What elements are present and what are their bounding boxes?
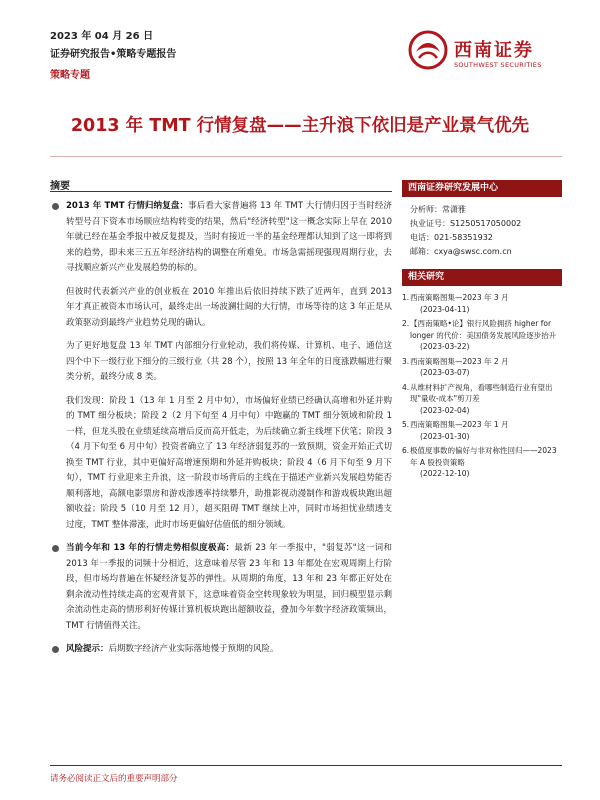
analyst-name: 常潇雅 bbox=[442, 205, 466, 214]
paragraph-lead: 风险提示： bbox=[66, 644, 109, 654]
phone-label: 电话： bbox=[410, 233, 434, 242]
analyst-info bbox=[402, 197, 562, 259]
related-item-title: 从维材料扩产视角，看哪些制造行业有望出现"量收-成本"剪刀差 bbox=[410, 382, 553, 403]
related-item-date: (2023-02-04) bbox=[420, 405, 470, 415]
logo-name-en: SOUTHWEST SECURITIES bbox=[454, 61, 542, 69]
summary-paragraph bbox=[50, 339, 392, 386]
summary-paragraph bbox=[50, 285, 392, 332]
related-item-date: (2023-01-30) bbox=[420, 431, 470, 441]
related-item-title: 西南策略图集—2023 年 2 月 bbox=[410, 356, 509, 366]
paragraph-text: 后期数字经济产业实际落地慢于预期的风险。 bbox=[108, 644, 279, 654]
report-subtype: 策略专题 bbox=[50, 70, 90, 81]
paragraph-text: 我们发现：阶段 1（13 年 1 月至 2 月中旬），市场偏好业绩已经确认高增和外延并购的 TMT 细分板块；阶段 2（2 月下旬至 4 月中旬）中跑赢的 TMT 细分领域和阶段 1 一样，但龙头股在业绩延续高增后反而高开低走，为后续确立新主线埋下伏笔；阶段 3（4 月下旬至 6 月中旬）投资者确立了 13 年经济弱复苏的一致预期，资金开始正式切换至 TMT 行业，其中更偏好高增速预期和外延并购板块；阶段 4（6 月下旬至 9 月下旬），TMT 行业迎来主升浪，这一阶段市场背后的主线在于描述产业新兴发展趋势能否顺利落地，高额电影票房和游戏渗透率持续攀升，助推影视动漫制作和游戏板块跑出超额收益；阶段 5（10 月至 12 月），超买阻碍 TMT 继续上冲，同时市场担忧业绩透支过度，TMT 整体滞涨，此时市场更偏好估值低的细分领域。 bbox=[66, 395, 392, 530]
institution-title: 西南证券研究发展中心 bbox=[402, 180, 562, 197]
related-item[interactable] bbox=[402, 445, 562, 480]
license-label: 执业证号： bbox=[410, 219, 450, 228]
email-label: 邮箱： bbox=[410, 247, 434, 256]
email-address[interactable]: cxya@swsc.com.cn bbox=[434, 247, 512, 256]
report-header bbox=[50, 27, 176, 81]
related-item[interactable] bbox=[402, 356, 562, 379]
summary-label: 摘要 bbox=[50, 181, 70, 192]
summary-paragraph bbox=[50, 394, 392, 534]
paragraph-text: 事后看大家普遍将 13 年 TMT 大行情归因于当时经济转型号召下资本市场顺应结构转变的结果，然后"经济转型"这一概念实际上早在 2010 年就已经在基金季报中被反复提及，当时有接近一半的基金经理都认知到了这一即将到来的趋势，即未来三五五年经济结构的调整在所难免。市场急需摇现强现周期行业，去寻找顺应新兴产业发展趋势的标的。 bbox=[66, 201, 393, 273]
company-logo bbox=[408, 30, 558, 78]
bullet-icon bbox=[52, 203, 59, 210]
report-title: 2013 年 TMT 行情复盘——主升浪下依旧是产业景气优先 bbox=[70, 116, 530, 136]
license-number: S1250517050002 bbox=[450, 219, 522, 228]
related-research-list bbox=[402, 286, 562, 480]
related-item[interactable] bbox=[402, 318, 562, 353]
title-divider bbox=[50, 156, 562, 157]
email-row bbox=[410, 245, 562, 259]
related-item-title: 西南策略图集—2023 年 3 月 bbox=[410, 293, 509, 302]
footer-disclaimer: 请务必阅读正文后的重要声明部分 bbox=[50, 774, 178, 784]
related-item-number: 4. bbox=[402, 382, 410, 392]
summary-divider bbox=[50, 191, 392, 192]
bullet-icon bbox=[52, 646, 59, 653]
analyst-label: 分析师： bbox=[410, 205, 442, 214]
license-row bbox=[410, 217, 562, 231]
related-item-date: (2023-03-22) bbox=[420, 342, 470, 351]
report-type: 证券研究报告•策略专题报告 bbox=[50, 49, 177, 60]
summary-body bbox=[50, 199, 392, 666]
sidebar bbox=[402, 180, 562, 483]
related-item-number: 5. bbox=[402, 420, 410, 429]
paragraph-lead: 2013 年 TMT 行情归纳复盘： bbox=[66, 201, 189, 211]
report-date: 2023 年 04 月 26 日 bbox=[50, 31, 154, 42]
related-research-title: 相关研究 bbox=[402, 269, 562, 286]
related-item-date: (2022-12-10) bbox=[420, 469, 470, 478]
related-item-number: 6. bbox=[402, 446, 410, 455]
footer-divider bbox=[50, 765, 562, 766]
phone-number: 021-58351932 bbox=[434, 233, 493, 242]
paragraph-text: 为了更好地复盘 13 年 TMT 内部细分行业轮动，我们将传媒、计算机、电子、通信这四个中下一级行业下细分的三级行业（共 28 个），按照 13 年全年的日度涨跌幅进行聚类分析，最终分成 8 类。 bbox=[66, 341, 392, 382]
logo-name-cn: 西南证券 bbox=[454, 40, 534, 61]
summary-paragraph bbox=[50, 199, 392, 277]
bullet-icon bbox=[52, 545, 59, 552]
related-item-date: (2023-03-07) bbox=[420, 368, 470, 377]
paragraph-text: 最新 23 年一季报中，"弱复苏"这一词和 2013 年一季报的词频十分相近，这意味着尽管 23 年和 13 年都处在宏观周期上行阶段，但市场均普遍在怀疑经济复苏的弹性。从周期的角度，13 年和 23 年都正好处在剩余流动性持续走高的宏观背景下，这意味着资金空转现象较为明显，回归模型显示剩余流动性走高的情形利好传媒计算机板块跑出超额收益，叠加今年数字经济政策频出，TMT 行情值得关注。 bbox=[66, 543, 392, 631]
related-item-number: 3. bbox=[402, 356, 410, 366]
analyst-row bbox=[410, 203, 562, 217]
risk-warning bbox=[50, 642, 392, 658]
related-item[interactable] bbox=[402, 382, 562, 417]
logo-mark-icon bbox=[408, 30, 448, 70]
summary-paragraph bbox=[50, 541, 392, 634]
paragraph-text: 但彼时代表新兴产业的创业板在 2010 年推出后依旧持续下跌了近两年，直到 2013 年才真正被资本市场认可，最终走出一场波澜壮阔的大行情，市场等待的这 3 年正是从政策驱动到最终产业趋势兑现的确认。 bbox=[66, 286, 392, 328]
paragraph-lead: 当前今年和 13 年的行情走势相似度极高： bbox=[66, 543, 235, 553]
related-item-title: 西南策略图集—2023 年 1 月 bbox=[410, 420, 509, 429]
related-item-number: 2. bbox=[402, 319, 410, 328]
phone-row bbox=[410, 231, 562, 245]
related-item-date: (2023-04-11) bbox=[420, 304, 470, 314]
related-item-title: 【西南策略•论】银行风险拥挤 higher for longer 的代价：美国债务发展风险逐步抬升 bbox=[410, 319, 557, 340]
related-item-title: 极值度事数的偏好与非对称性回归——2023 年 A 股投资策略 bbox=[410, 446, 557, 467]
related-item[interactable] bbox=[402, 292, 562, 315]
related-item[interactable] bbox=[402, 419, 562, 442]
related-item-number: 1. bbox=[402, 293, 410, 302]
